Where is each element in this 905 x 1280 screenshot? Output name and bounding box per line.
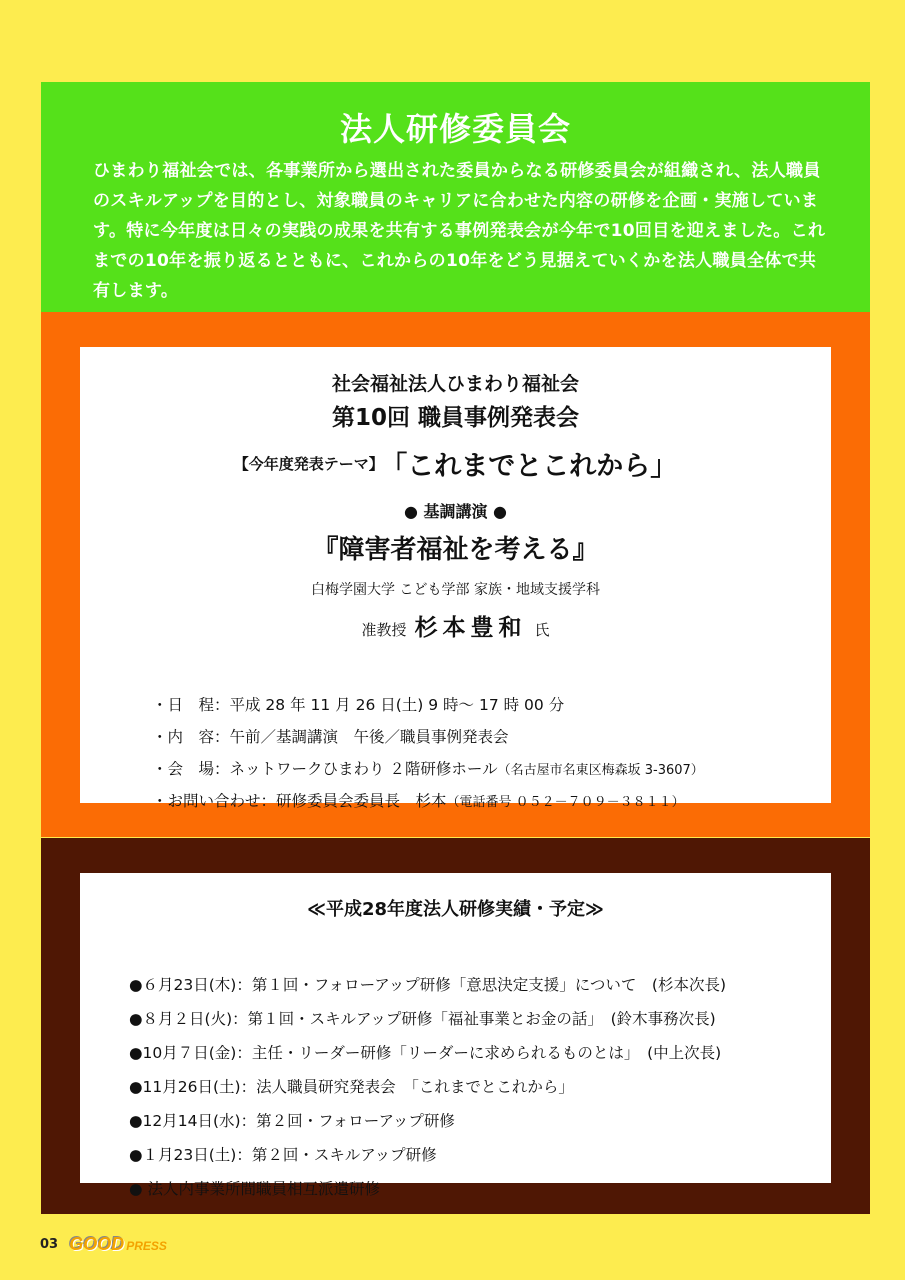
schedule-list [129, 968, 819, 1206]
theme-label: 【今年度発表テーマ】 [233, 455, 384, 473]
event-card [80, 347, 831, 810]
schedule-section [41, 838, 870, 1214]
event-details [152, 689, 832, 817]
committee-title: 法人研修委員会 [339, 110, 571, 148]
logo-main-text: GOOD [69, 1234, 125, 1254]
list-item: ●11月26日(土)：法人職員研究発表会 「これまでとこれから」 [129, 1078, 574, 1096]
speaker-suffix: 氏 [534, 621, 550, 639]
schedule-title: ≪平成28年度法人研修実績・予定≫ [307, 899, 604, 920]
committee-description: ひまわり福祉会では、各事業所から選出された委員からなる研修委員会が組織され、法人職員のスキルアップを目的とし、対象職員のキャリアに合わせた内容の研修を企画・実施しています。特に今年度は日々の実践の成果を共有する事例発表会が今年で10回目を迎えました。これまでの10年を振り返るとともに、これからの10年をどう見据えていくかを法人職員全体で共有します。 [93, 161, 826, 301]
list-item: ●８月２日(火)：第１回・スキルアップ研修「福祉事業とお金の話」 (鈴木事務次長) [129, 1010, 716, 1028]
detail-contact: ・お問い合わせ：研修委員会委員長 杉本（電話番号 ０５２－７０９－３８１１） [152, 792, 685, 810]
speaker-name: 杉本豊和 [414, 615, 527, 641]
detail-content: ・内 容：午前／基調講演 午後／職員事例発表会 [152, 728, 509, 746]
contact-phone: （電話番号 ０５２－７０９－３８１１） [446, 795, 685, 810]
speaker-role: 准教授 [361, 621, 407, 639]
keynote-title: 『障害者福祉を考える』 [312, 535, 599, 565]
list-item: ●１月23日(土)：第２回・スキルアップ研修 [129, 1146, 437, 1164]
event-theme [80, 444, 831, 483]
theme-title: 「これまでとこれから」 [393, 451, 678, 482]
list-item: ●６月23日(木)：第１回・フォローアップ研修「意思決定支援」について (杉本次長) [129, 976, 726, 994]
page-footer [40, 1234, 167, 1256]
event-section [41, 312, 870, 837]
venue-address: （名古屋市名東区梅森坂 3-3607） [497, 763, 704, 778]
event-organization: 社会福祉法人ひまわり福祉会 [331, 373, 579, 395]
logo-sub-text: PRESS [126, 1239, 167, 1253]
detail-venue: ・会 場：ネットワークひまわり ２階研修ホール（名古屋市名東区梅森坂 3-3607） [152, 760, 704, 778]
speaker-affiliation: 白梅学園大学 こども学部 家族・地域支援学科 [311, 582, 600, 598]
detail-date: ・日 程：平成 28 年 11 月 26 日(土) 9 時～ 17 時 00 分 [152, 696, 565, 714]
list-item: ● 法人内事業所間職員相互派遣研修 [129, 1180, 380, 1198]
event-title: 第10回 職員事例発表会 [331, 405, 579, 431]
schedule-card [80, 873, 831, 1198]
speaker [80, 609, 831, 642]
list-item: ●12月14日(水)：第２回・フォローアップ研修 [129, 1112, 455, 1130]
keynote-heading: ● 基調講演 ● [403, 502, 508, 521]
page-number: 03 [40, 1237, 59, 1252]
committee-section [41, 82, 870, 312]
good-press-logo [69, 1234, 167, 1255]
list-item: ●10月７日(金)：主任・リーダー研修「リーダーに求められるものとは」 (中上次長) [129, 1044, 722, 1062]
